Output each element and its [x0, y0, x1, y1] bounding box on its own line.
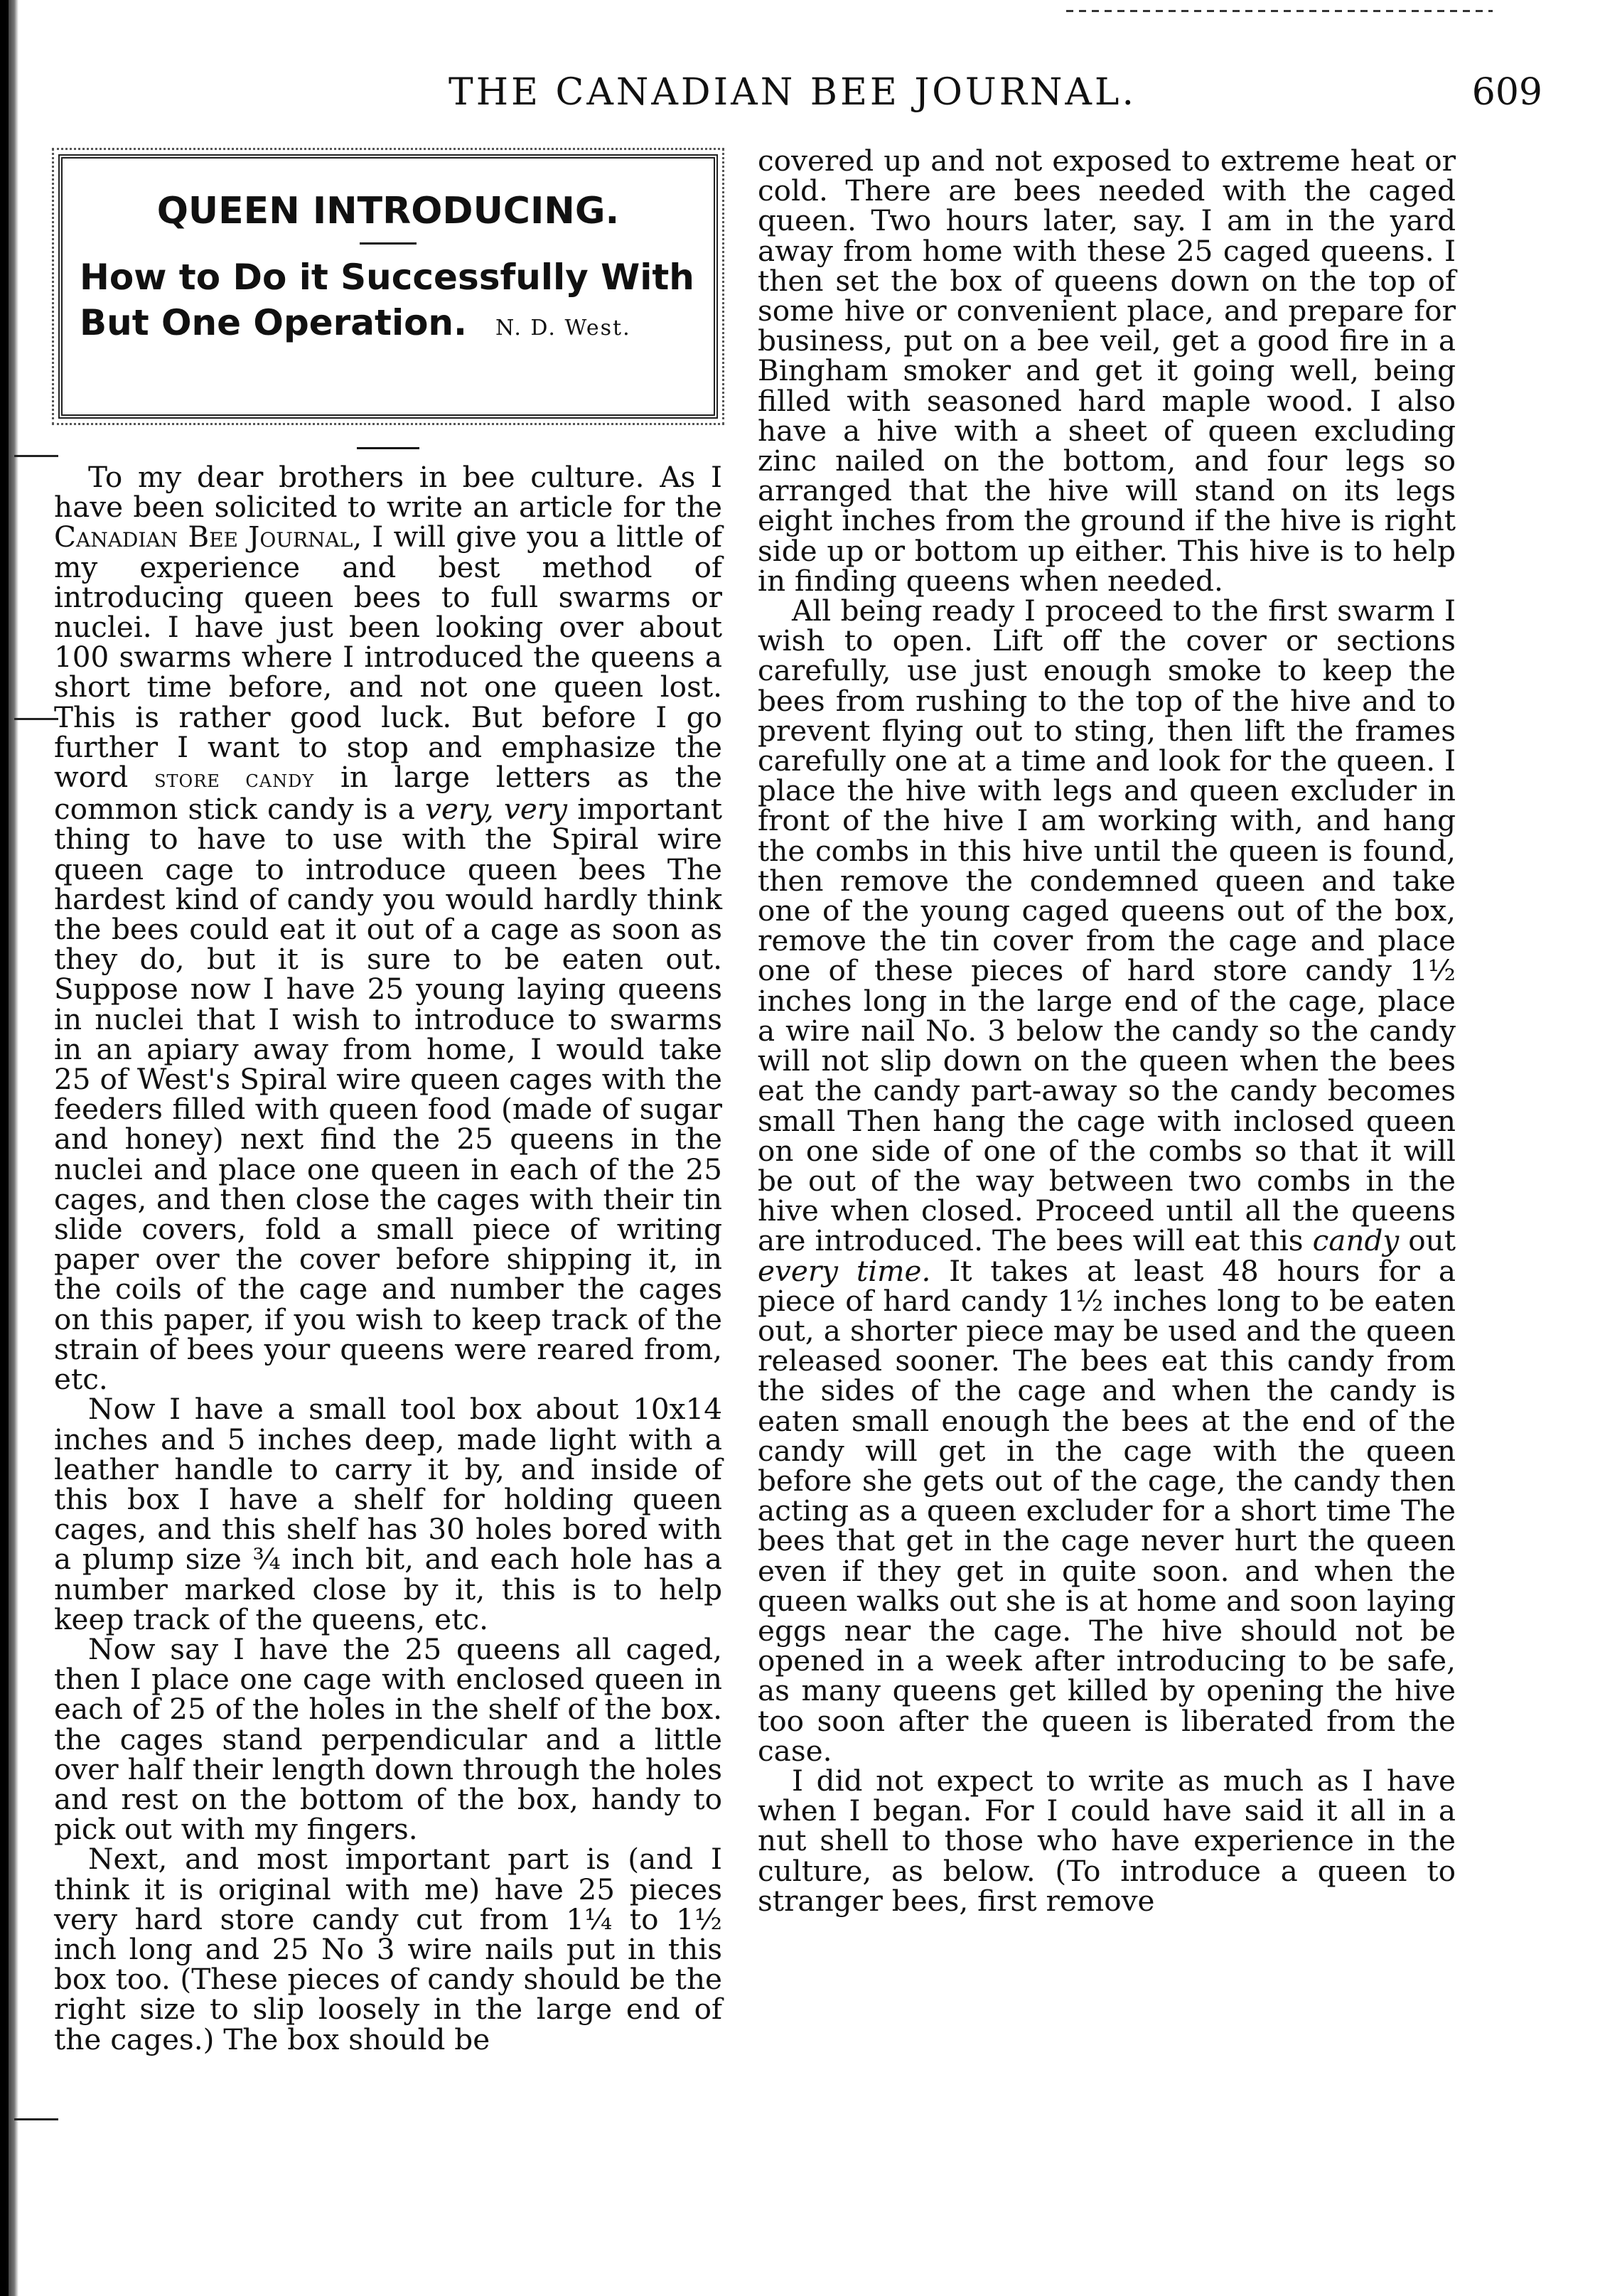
paragraph: Now say I have the 25 queens all caged, then I place one cage with enclosed queen in each of 25 of the holes in the shelf of the box. the cages stand perpendicular and a little over half their length down through the holes and rest on the bottom of the box, handy to pick out with my fingers. [54, 1631, 722, 1847]
top-edge-line [1066, 10, 1493, 12]
edge-mark [14, 2118, 58, 2120]
running-title: THE CANADIAN BEE JOURNAL. [449, 71, 1137, 114]
paragraph: Now I have a small tool box about 10x14 inches and 5 inches deep, made light with a leather handle to carry it by, and inside of this box I have a shelf for holding queen cages, and this shelf has 30 holes bored with a plump size ¾ inch bit, and each hole has a number marked close by it, this is to help keep track of the queens, etc. [54, 1392, 722, 1636]
article-title: QUEEN INTRODUCING. [156, 190, 620, 232]
article-subtitle [80, 254, 697, 351]
paragraph [54, 460, 723, 1397]
paragraph [758, 596, 1456, 1766]
text-run: important thing to have to use with the Spiral wire queen cage to introduce queen bees The hardest kind of candy you would hardly think the bees could eat it out of a cage as soon as they do, but it is sure to be eaten out. Suppose now I have 25 young laying queens in nuclei that I wish to introduce to swarms in an apiary away from home, I would take 25 of West's Spiral wire queen cages with the feeders filled with queen food (made of sugar and honey) next find the 25 queens in the nuclei and place one queen in each of the 25 cages, and then close the cages with their tin slide covers, fold a small piece of writing paper over the cover before shipping it, in the coils of the cage and number the cages on this paper, if you wish to keep track of the strain of bees your queens were reared from, etc. [54, 792, 723, 1397]
title-rule [360, 242, 417, 245]
separator-rule [357, 447, 419, 449]
page-header [43, 71, 1542, 121]
emphasis-candy: candy [1312, 1223, 1400, 1258]
page-number: 609 [1471, 71, 1542, 114]
edge-mark [14, 718, 58, 720]
text-run: It takes at least 48 hours for a piece of hard candy 1½ inches long to be eaten out, a shorter piece may be used and the queen released sooner. The bees eat this candy from the sides of the cage and when the candy is eaten small enough the bees at the end of the candy will get in the cage with the queen before she gets out of the cage, the candy then acting as a queen excluder for a short time The bees that get in the cage never hurt the queen even if they get in quite soon. and when the queen walks out she is at home and soon laying eggs near the cage. The hive should not be opened in a week after introducing to be safe, as many queens get killed by opening the hive too soon after the queen is liberated from the case. [758, 1253, 1456, 1768]
author-byline: N. D. West. [495, 316, 631, 340]
edge-mark [14, 455, 58, 457]
journal-name: Canadian Bee Journal [54, 520, 353, 554]
paragraph: covered up and not exposed to extreme heat or cold. There are bees needed with the caged queen. Two hours later, say. I am in the yard away from home with these 25 caged queens. I then set the box of queens down on the top of some hive or convenient place, and prepare for business, put on a bee veil, get a good fire in a Bingham smoker and get it going well, being filled with seasoned hard maple wood. I also have a hive with a sheet of queen excluding zinc nailed on the bottom, and four legs so arranged that the hive will stand on its legs eight inches from the ground if the hive is right side up or bottom up either. This hive is to help in finding queens when needed. [758, 144, 1456, 598]
text-run: , I will give you a little of my experience and best method of introducing queen bees to full swarms or nuclei. I have just been looking over about 100 swarms where I introduced the queens a short time before, and not one queen lost. This is rather good luck. But before I go further I want to stop and emphasize the word [54, 520, 723, 795]
emphasis-very: very [503, 792, 568, 827]
left-column [54, 146, 722, 2054]
emphasis-store-candy: store candy [154, 765, 315, 794]
article-title-box [58, 154, 718, 419]
text-run: in large letters as the common stick candy is a [54, 760, 723, 827]
paragraph: Next, and most important part is (and I think it is original with me) have 25 pieces very hard store candy cut from 1¼ to 1½ inch long and 25 No 3 wire nails put in this box too. (These pieces of candy should be the right size to slip loosely in the large end of the cages.) The box should be [54, 1842, 722, 2056]
text-run: All being ready I proceed to the first swarm I wish to open. Lift off the cover or sections carefully, use just enough smoke to keep the bees from rushing to the top of the hive and to prevent flying out to sting, then lift the frames carefully one at a time and look for the queen. I place the hive with legs and queen excluder in front of the hive I am working with, and hang the combs in this hive until the queen is found, then remove the condemned queen and take one of the young caged queens out of the box, remove the tin cover from the cage and place one of these pieces of hard store candy 1½ inches long in the large end of the cage, place a wire nail No. 3 below the candy so the candy will not slip down on the queen when the bees eat the candy part-away so the candy becomes small Then hang the cage with inclosed queen on one side of one of the combs so that it will be out of the way between two combs in the hive when closed. Proceed until all the queens are introduced. The bees will eat this [758, 594, 1456, 1258]
paragraph: I did not expect to write as much as I have when I began. For I could have said it all in a nut shell to those who have experience in the culture, as below. (To introduce a queen to stranger bees, first remove [758, 1763, 1456, 1918]
subtitle-text: How to Do it Successfully With But One Operation. [80, 257, 694, 343]
page-edge-shadow [0, 0, 18, 2296]
text-run: out [1408, 1223, 1456, 1258]
right-column [758, 146, 1456, 1916]
emphasis-very: very, [425, 792, 494, 827]
text-run: To my dear brothers in bee culture. As I have been solicited to write an article for the [54, 460, 722, 525]
emphasis-every-time: every time. [758, 1253, 931, 1288]
